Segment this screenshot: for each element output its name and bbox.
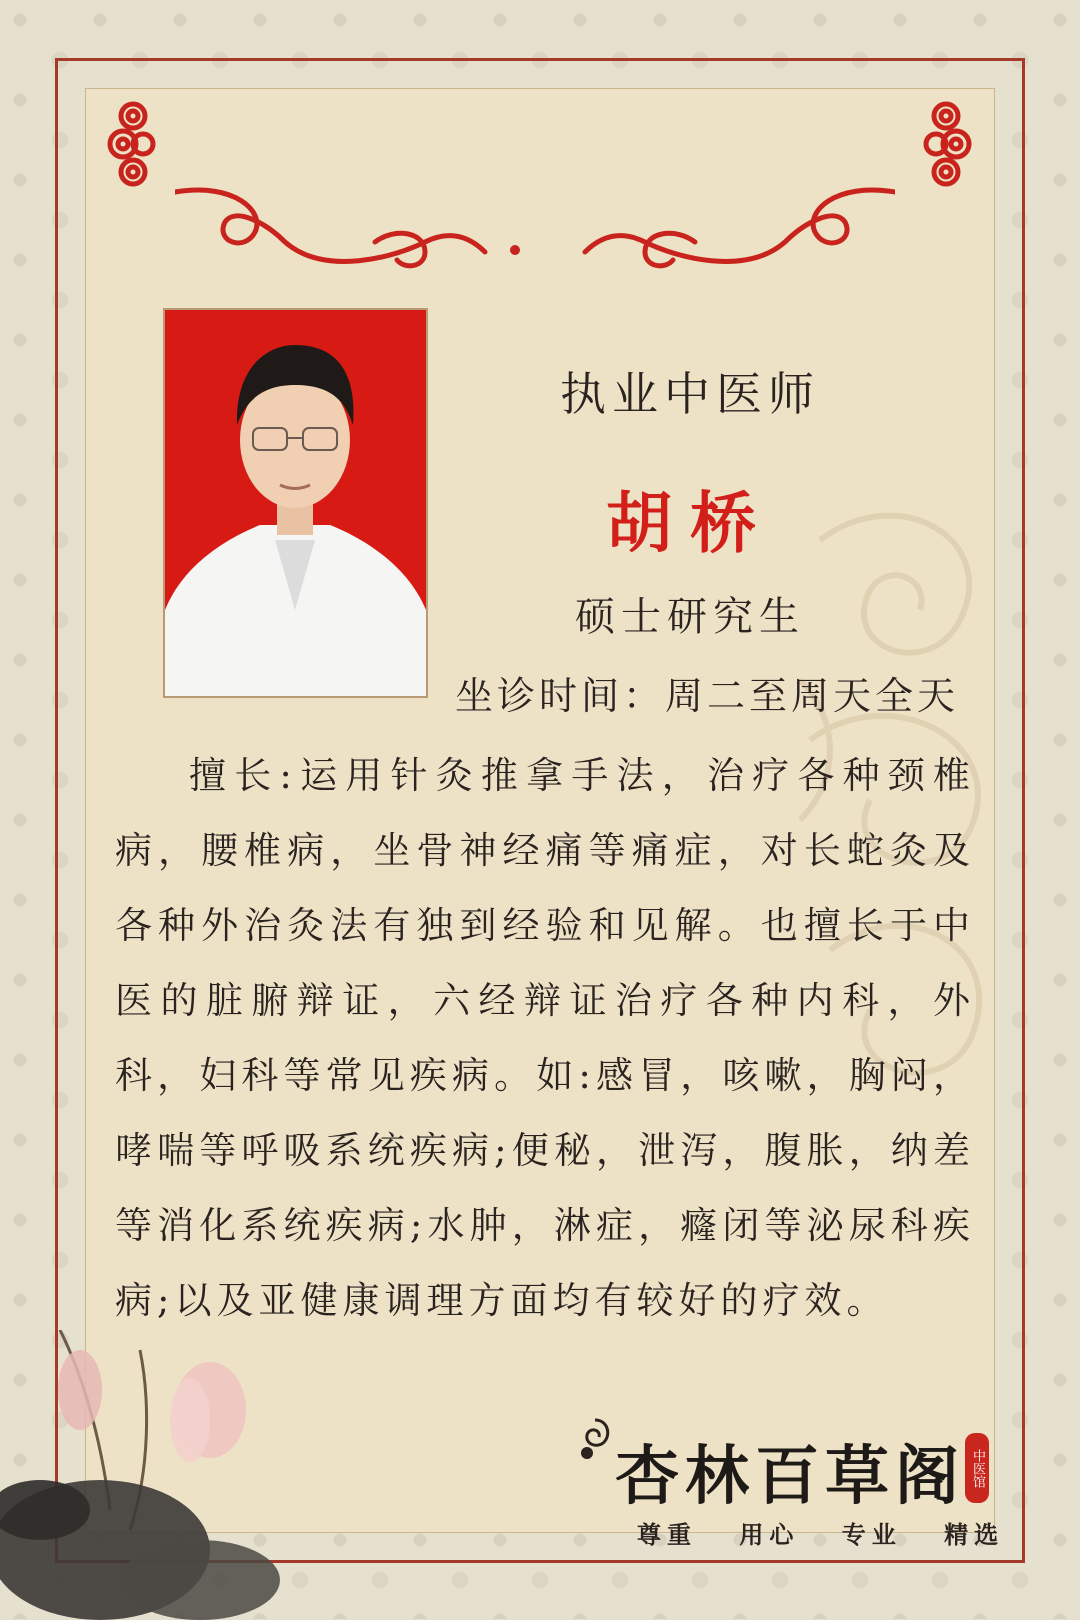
scroll-ornament (175, 182, 895, 292)
brand-seal-icon (575, 1415, 615, 1465)
doctor-photo (163, 308, 428, 698)
doctor-name: 胡桥 (606, 485, 774, 562)
slogan-word: 精选 (944, 1521, 1005, 1549)
cloud-ornament-left (105, 96, 161, 192)
clinic-hours: 坐诊时间：周二至周天全天 (455, 674, 960, 718)
doctor-degree: 硕士研究生 (575, 594, 805, 640)
cloud-ornament-right (918, 96, 974, 192)
brand-block (575, 1415, 1005, 1565)
doctor-title: 执业中医师 (560, 367, 820, 421)
brand-slogan (637, 1515, 1032, 1550)
slogan-word: 用心 (739, 1521, 800, 1549)
brand-name: 杏林百草阁 (615, 1439, 965, 1514)
brand-tag-badge: 中医馆 (965, 1433, 989, 1503)
lotus-ornament (0, 1330, 300, 1620)
specialty-description: 擅长:运用针灸推拿手法，治疗各种颈椎病，腰椎病，坐骨神经痛等痛症，对长蛇灸及各种外治灸法有独到经验和见解。也擅长于中医的脏腑辩证，六经辩证治疗各种内科，外科，妇科等常见疾病。如:感冒，咳嗽，胸闷，哮喘等呼吸系统疾病;便秘，泄泻，腹胀，纳差等消化系统疾病;水肿，淋症，癃闭等泌尿科疾病;以及亚健康调理方面均有较好的疗效。 (115, 754, 975, 1322)
slogan-word: 专业 (841, 1521, 902, 1549)
slogan-word: 尊重 (637, 1521, 697, 1549)
